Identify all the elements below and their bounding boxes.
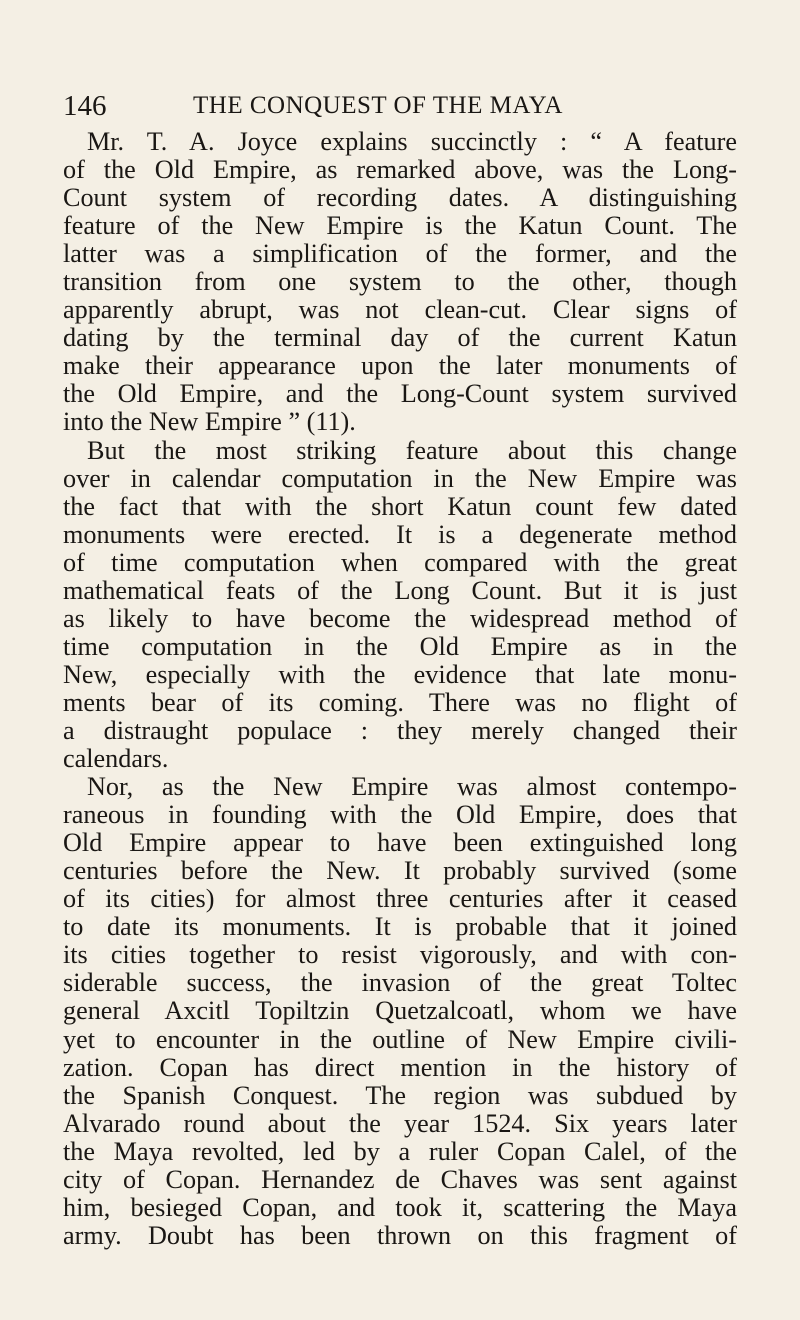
text-line: apparently abrupt, was not clean-cut. Clear signs of: [63, 295, 737, 325]
text-line: raneous in founding with the Old Empire, does that: [63, 800, 737, 830]
text-line: time computation in the Old Empire as in the: [63, 631, 737, 661]
text-line: its cities together to resist vigorously, and with con-: [63, 940, 737, 970]
running-head: [63, 86, 735, 126]
text-line: army. Doubt has been thrown on this fragment of: [63, 1220, 737, 1250]
text-line: Nor, as the New Empire was almost contempo-: [87, 772, 737, 802]
text-line: him, besieged Copan, and took it, scattering the Maya: [63, 1192, 737, 1222]
text-line: over in calendar computation in the New Empire was: [63, 463, 737, 493]
text-line: ments bear of its coming. There was no flight of: [63, 687, 737, 717]
text-line: calendars.: [63, 744, 169, 774]
text-line: Old Empire appear to have been extinguished long: [63, 828, 737, 858]
text-line: of time computation when compared with the great: [63, 547, 737, 577]
text-line: of the Old Empire, as remarked above, was the Long-: [63, 155, 737, 185]
text-line: city of Copan. Hernandez de Chaves was sent against: [63, 1164, 737, 1194]
text-line: monuments were erected. It is a degenerate method: [63, 519, 737, 549]
text-line: into the New Empire ” (11).: [63, 407, 356, 437]
text-line: siderable success, the invasion of the great Toltec: [63, 968, 737, 998]
text-line: Count system of recording dates. A distinguishing: [63, 183, 737, 213]
text-line: mathematical feats of the Long Count. But it is just: [63, 575, 737, 605]
text-line: the Spanish Conquest. The region was subdued by: [63, 1080, 737, 1110]
text-line: a distraught populace : they merely changed their: [63, 715, 737, 745]
text-line: feature of the New Empire is the Katun Count. The: [63, 211, 737, 241]
running-title: THE CONQUEST OF THE MAYA: [193, 92, 563, 119]
text-line: of its cities) for almost three centuries after it ceased: [63, 884, 737, 914]
page-number: 146: [63, 90, 107, 122]
text-line: transition from one system to the other, though: [63, 267, 737, 297]
text-line: New, especially with the evidence that late monu-: [63, 659, 737, 689]
text-line: dating by the terminal day of the current Katun: [63, 323, 737, 353]
text-line: yet to encounter in the outline of New Empire civili-: [63, 1024, 737, 1054]
text-line: make their appearance upon the later monuments of: [63, 351, 737, 381]
text-line: Mr. T. A. Joyce explains succinctly : “ A feature: [87, 127, 737, 156]
text-line: the Old Empire, and the Long-Count system survived: [63, 379, 737, 409]
text-line: Alvarado round about the year 1524. Six years later: [63, 1108, 737, 1138]
text-line: general Axcitl Topiltzin Quetzalcoatl, whom we have: [63, 996, 737, 1026]
text-line: as likely to have become the widespread method of: [63, 603, 737, 633]
text-line: zation. Copan has direct mention in the history of: [63, 1052, 737, 1082]
text-line: the fact that with the short Katun count few dated: [63, 491, 737, 521]
text-line: centuries before the New. It probably survived (some: [63, 856, 737, 886]
text-line: But the most striking feature about this change: [87, 435, 737, 465]
text-line: to date its monuments. It is probable that it joined: [63, 912, 737, 942]
text-line: the Maya revolted, led by a ruler Copan Calel, of the: [63, 1136, 737, 1166]
body-text: [63, 128, 737, 1250]
text-line: latter was a simplification of the former, and the: [63, 239, 737, 269]
